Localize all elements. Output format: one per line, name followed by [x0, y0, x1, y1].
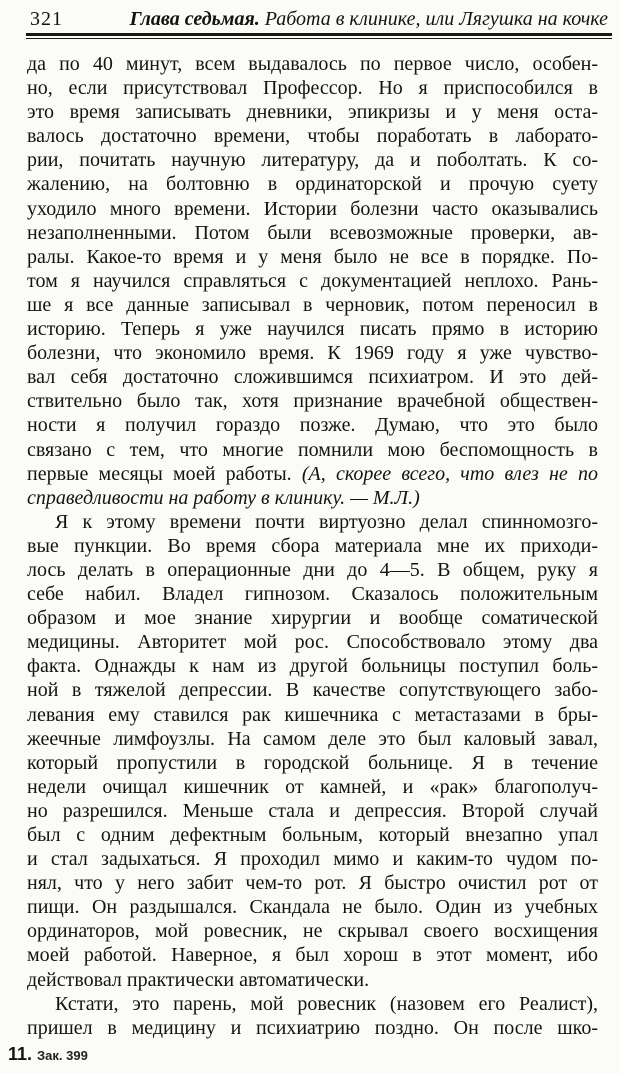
text-line: вые пункции. Во время сбора материала мне их приходи-: [27, 534, 598, 557]
page-number: 321: [30, 8, 63, 30]
text-line: историю. Теперь я уже научился писать прямо в историю: [27, 318, 598, 341]
text-line: валось достаточно времени, чтобы поработать в лаборато-: [27, 125, 598, 148]
text-line: жеечные лимфоузлы. На самом деле это был каловый завал,: [27, 727, 598, 750]
body-text: [27, 52, 598, 1040]
text-line: но, если присутствовал Профессор. Но я приспособился в: [27, 77, 598, 100]
text-line: это время записывать дневники, эпикризы и у меня оста-: [27, 101, 598, 124]
text-line: рии, почитать научную литературу, да и поболтать. К со-: [27, 149, 598, 172]
text-line: болезни, что экономило время. К 1969 году я уже чувство-: [27, 342, 598, 365]
text-line: себе набил. Владел гипнозом. Сказалось положительным: [27, 583, 598, 606]
text-line: незаполненными. Потом были всевозможные проверки, ав-: [27, 221, 598, 244]
text-line: действовал практически автоматически.: [27, 968, 370, 991]
page-header: [30, 8, 608, 31]
authors-note-end: справедливости на работу в клинику. — М.Л.): [27, 486, 420, 509]
text-line: [27, 462, 598, 486]
text-line: моей работой. Наверное, я был хорош в этот момент, ибо: [27, 944, 598, 967]
text-line: ралы. Какое-то время и у меня было не все в порядке. По-: [27, 245, 598, 268]
text-line: вал себя достаточно сложившимся психиатром. И это дей-: [27, 366, 598, 389]
text-line: пришел в медицину и психиатрию поздно. Он после шко-: [27, 1016, 598, 1039]
text-line: который пропустили в городской больнице. Я в течение: [27, 751, 598, 774]
text-line: левания ему ставился рак кишечника с метастазами в бры-: [27, 703, 598, 726]
chapter-title: Работа в клинике, или Лягушка на кочке: [264, 8, 608, 30]
text-line: ствительно было так, хотя признание врачебной обществен-: [27, 390, 598, 413]
text-line: был с одним дефектным больным, который внезапно упал: [27, 824, 598, 846]
text-line: уходило много времени. Истории болезни часто оказывались: [27, 197, 598, 220]
text-line: образом и мое знание хирургии и вообще соматической: [27, 607, 598, 630]
text-line: нял, что у него забит чем-то рот. Я быстро очистил рот от: [27, 872, 598, 895]
authors-note-start: (А, скорее всего, что влез не по: [301, 462, 598, 485]
print-signature-note: Зак. 399: [37, 1048, 88, 1063]
text-line: и стал задыхаться. Я проходил мимо и каким-то чудом по-: [27, 848, 598, 871]
text-run: первые месяцы моей работы.: [27, 462, 302, 485]
text-line: Кстати, это парень, мой ровесник (назовем его Реалист),: [55, 992, 598, 1015]
text-line: ной в тяжелой депрессии. В качестве сопутствующего забо-: [27, 679, 598, 702]
text-line: пищи. Он раздышался. Скандала не было. Один из учебных: [27, 896, 598, 919]
text-line: связано с тем, что многие помнили мою беспомощность в: [27, 438, 598, 461]
text-line: да по 40 минут, всем выдавалось по первое число, особен-: [27, 53, 598, 75]
text-line: лось делать в операционные дни до 4—5. В общем, руку я: [27, 558, 598, 581]
text-line: факта. Однажды к нам из другой больницы поступил боль-: [27, 655, 598, 678]
text-line: недели очищал кишечник от камней, и «рак» благополуч-: [27, 775, 598, 798]
header-rule: [26, 33, 612, 39]
text-line: ности я получил гораздо позже. Думаю, что это было: [27, 414, 598, 437]
text-line: ординаторов, мой ровесник, не скрывал своего восхищения: [27, 920, 598, 943]
text-line: медицины. Авторитет мой рос. Способствовало этому два: [27, 631, 598, 654]
text-line: но разрешился. Меньше стала и депрессия. Второй случай: [27, 799, 598, 822]
chapter-heading: [130, 8, 608, 31]
page-footer: [8, 1044, 88, 1065]
chapter-label: Глава седьмая.: [129, 8, 260, 30]
text-line: ше я все данные записывал в черновик, потом переносил в: [27, 293, 598, 316]
print-signature-number: 11.: [8, 1044, 33, 1064]
text-line: жалению, на болтовню в ординаторской и прочую суету: [27, 173, 598, 196]
text-line: том я научился справляться с документацией неплохо. Рань-: [27, 269, 598, 292]
text-line: Я к этому времени почти виртуозно делал спинномозго-: [55, 510, 598, 533]
